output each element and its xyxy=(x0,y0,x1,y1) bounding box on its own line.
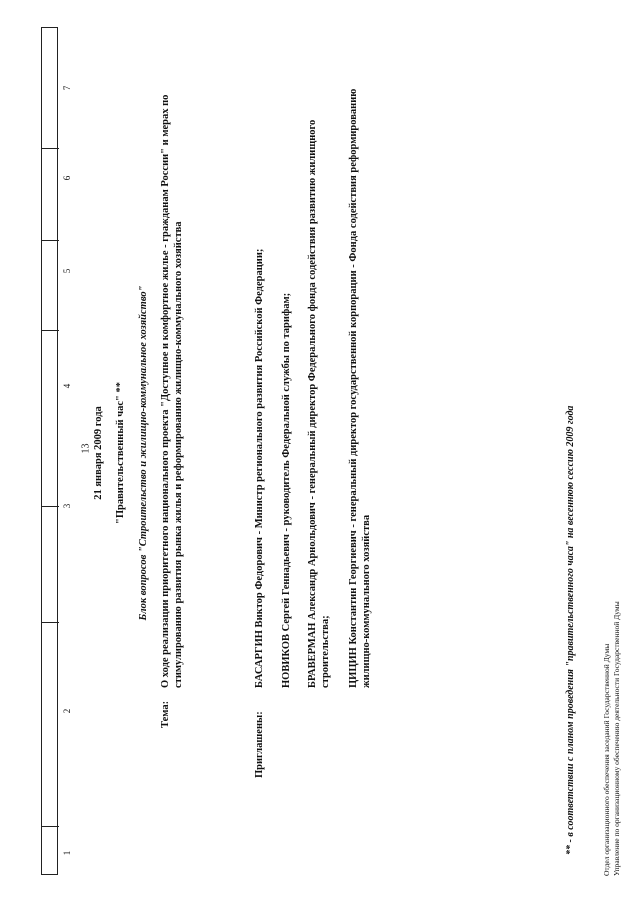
topic-label: Тема: xyxy=(160,700,171,728)
column-divider xyxy=(42,622,59,623)
column-number: 2 xyxy=(62,708,72,714)
column-divider xyxy=(42,330,59,331)
invited-person: НОВИКОВ Сергей Геннадьевич - руководитель Федеральной службы по тарифам; xyxy=(281,292,292,688)
department-line-1: Отдел организационного обеспечения заседаний Государственной Думы xyxy=(602,643,611,876)
column-divider xyxy=(42,148,59,149)
column-divider xyxy=(42,240,59,241)
event-title: "Правительственный час" ** xyxy=(115,382,126,524)
footnote: ** - в соответствии с планом проведения "правительственного часа" на весеннюю сессию 2009 года xyxy=(565,405,576,855)
column-divider xyxy=(42,826,59,827)
invited-label: Приглашены: xyxy=(254,711,265,778)
question-block: Блок вопросов "Строительство и жилищно-коммунальное хозяйство" xyxy=(138,285,149,621)
agenda-entry xyxy=(92,28,640,878)
column-number: 4 xyxy=(62,383,72,389)
column-number: 5 xyxy=(62,268,72,274)
column-number: 7 xyxy=(62,85,72,91)
invited-person: БАСАРГИН Виктор Федорович - Министр регионального развития Российской Федерации; xyxy=(254,248,265,688)
page-number: 13 xyxy=(80,443,92,454)
column-divider xyxy=(42,506,59,507)
invited-person: ЦИЦИН Константин Георгиевич - генеральный директор государственной корпорации - Фонда содействия реформированию жилищно-коммунального хозяйства xyxy=(348,88,372,688)
column-number: 1 xyxy=(62,850,72,856)
column-header-grid xyxy=(41,27,58,875)
department-line-2: Управление по организационному обеспечению деятельности Государственной Думы xyxy=(612,601,621,876)
column-number: 6 xyxy=(62,175,72,181)
event-date: 21 января 2009 года xyxy=(93,406,104,500)
column-number: 3 xyxy=(62,503,72,509)
topic-text: О ходе реализации приоритетного национального проекта "Доступное и комфортное жилье - гражданам России" и мерах по стимулированию развития рынка жилья и реформированию жилищно-коммунального хозяйства xyxy=(160,94,184,688)
invited-person: БРАВЕРМАН Александр Арнольдович - генеральный директор Федерального фонда содействия развитию жилищного строительства; xyxy=(307,119,331,688)
